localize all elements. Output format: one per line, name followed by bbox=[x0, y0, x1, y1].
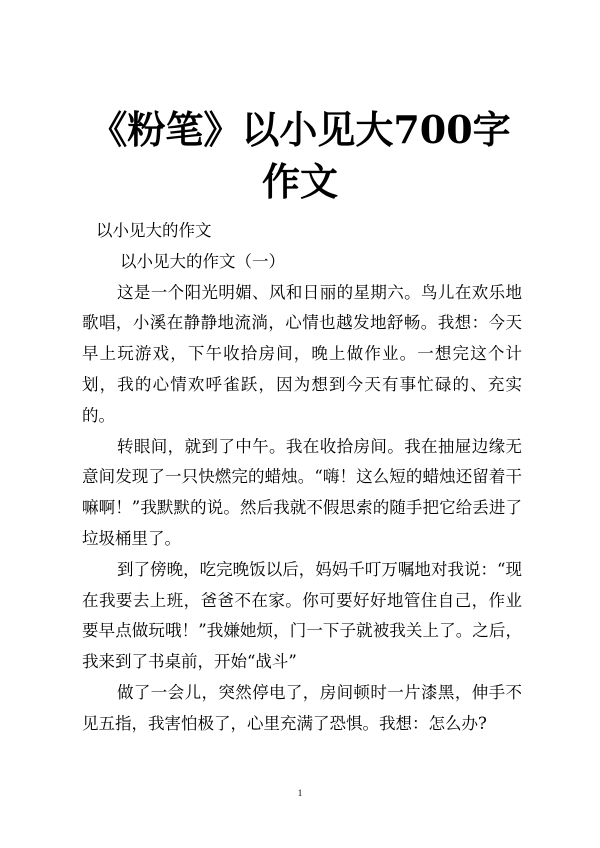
essay-subtitle: 以小见大的作文 bbox=[96, 221, 212, 240]
title-line-1: 《粉笔》以小见大700字 bbox=[89, 107, 511, 152]
section-title: 以小见大的作文（一） bbox=[120, 251, 285, 271]
page-number: 1 bbox=[297, 788, 303, 798]
document-title bbox=[60, 104, 540, 208]
paragraph-4: 做了一会儿，突然停电了，房间顿时一片漆黑，伸手不见五指，我害怕极了，心里充满了恐惧。我想：怎么办? bbox=[82, 682, 522, 733]
title-line-2: 作文 bbox=[261, 159, 338, 204]
paragraph-3: 到了傍晚，吃完晚饭以后，妈妈千叮万嘱地对我说：“现在我要去上班，爸爸不在家。你可要好好地管住自己，作业要早点做玩哦！”我嫌她烦，门一下子就被我关上了。之后，我来到了书桌前，开始“战斗” bbox=[82, 559, 522, 672]
paragraph-1: 这是一个阳光明媚、风和日丽的星期六。鸟儿在欢乐地歌唱，小溪在静静地流淌，心情也越发地舒畅。我想：今天早上玩游戏，下午收拾房间，晚上做作业。一想完这个计划，我的心情欢呼雀跃，因为想到今天有事忙碌的、充实的。 bbox=[82, 282, 522, 425]
document-body bbox=[82, 216, 522, 740]
paragraph-2: 转眼间，就到了中午。我在收拾房间。我在抽屉边缘无意间发现了一只快燃完的蜡烛。“嗨！这么短的蜡烛还留着干嘛啊！”我默默的说。然后我就不假思索的随手把它给丢进了垃圾桶里了。 bbox=[82, 436, 522, 548]
